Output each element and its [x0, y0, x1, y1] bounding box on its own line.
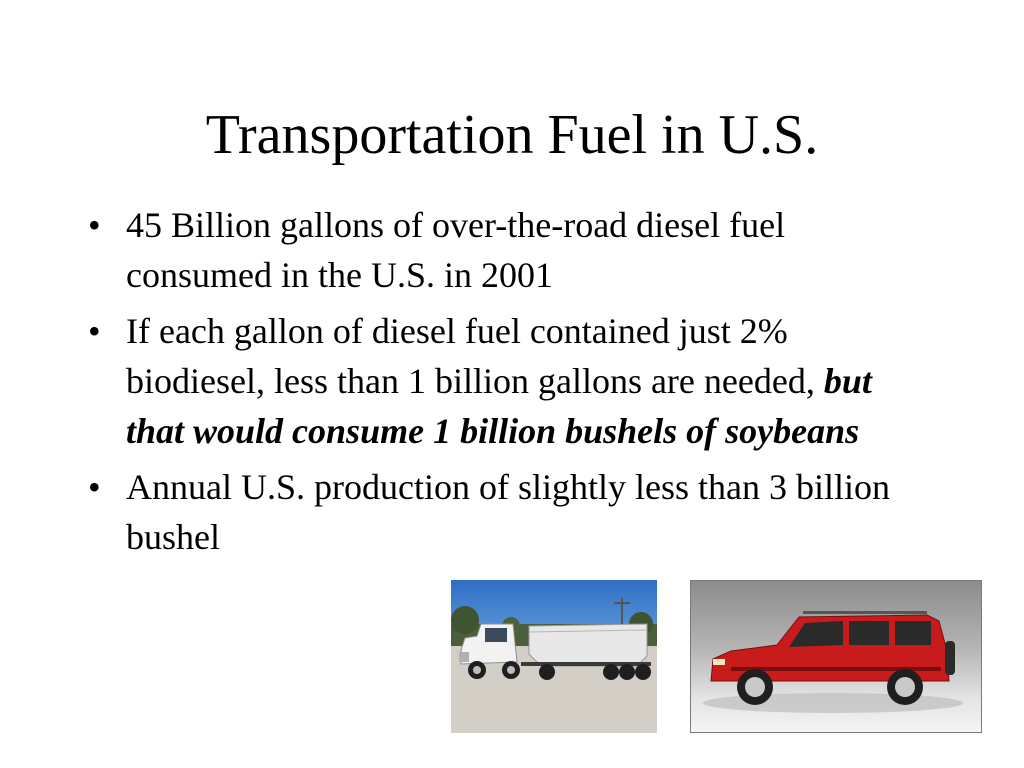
truck-grille: [459, 652, 469, 662]
rear-wheel-rim: [895, 677, 915, 697]
bullet-list: [84, 200, 934, 568]
red-suv-icon: [691, 581, 981, 732]
rear-door-window: [849, 621, 889, 645]
spare-tire: [945, 641, 955, 675]
bullet-item-biodiesel-blend: [84, 306, 934, 456]
tree: [451, 606, 479, 634]
front-wheel-rim: [745, 677, 765, 697]
utility-pole-arm: [614, 602, 630, 604]
wheel: [539, 664, 555, 680]
cab-window: [485, 628, 507, 642]
bullet-dot-icon: •: [88, 467, 101, 507]
wheel-hub: [507, 666, 515, 674]
wheel: [603, 664, 619, 680]
roof-rack: [803, 611, 927, 614]
grain-truck-photo: [451, 580, 657, 733]
bullet-dot-icon: •: [88, 311, 101, 351]
slide-title: Transportation Fuel in U.S.: [205, 104, 819, 166]
headlight: [713, 659, 725, 665]
bullet-text: If each gallon of diesel fuel contained just 2% biodiesel, less than 1 billion gallons are needed,: [126, 311, 824, 401]
red-suv-photo: [690, 580, 982, 733]
bullet-emphasis-text: but that would consume 1 billion bushels of soybeans: [126, 361, 872, 451]
wheel: [619, 664, 635, 680]
bullet-dot-icon: •: [88, 205, 101, 245]
wheel: [635, 664, 651, 680]
bullet-item-soybean-production: [84, 462, 934, 562]
bullet-item-diesel-consumption: [84, 200, 934, 300]
bullet-text: Annual U.S. production of slightly less than 3 billion bushel: [126, 467, 890, 557]
grain-truck-icon: [451, 580, 657, 733]
rear-quarter-window: [895, 621, 931, 645]
bullet-text: 45 Billion gallons of over-the-road diesel fuel consumed in the U.S. in 2001: [126, 205, 786, 295]
wheel-hub: [473, 666, 481, 674]
